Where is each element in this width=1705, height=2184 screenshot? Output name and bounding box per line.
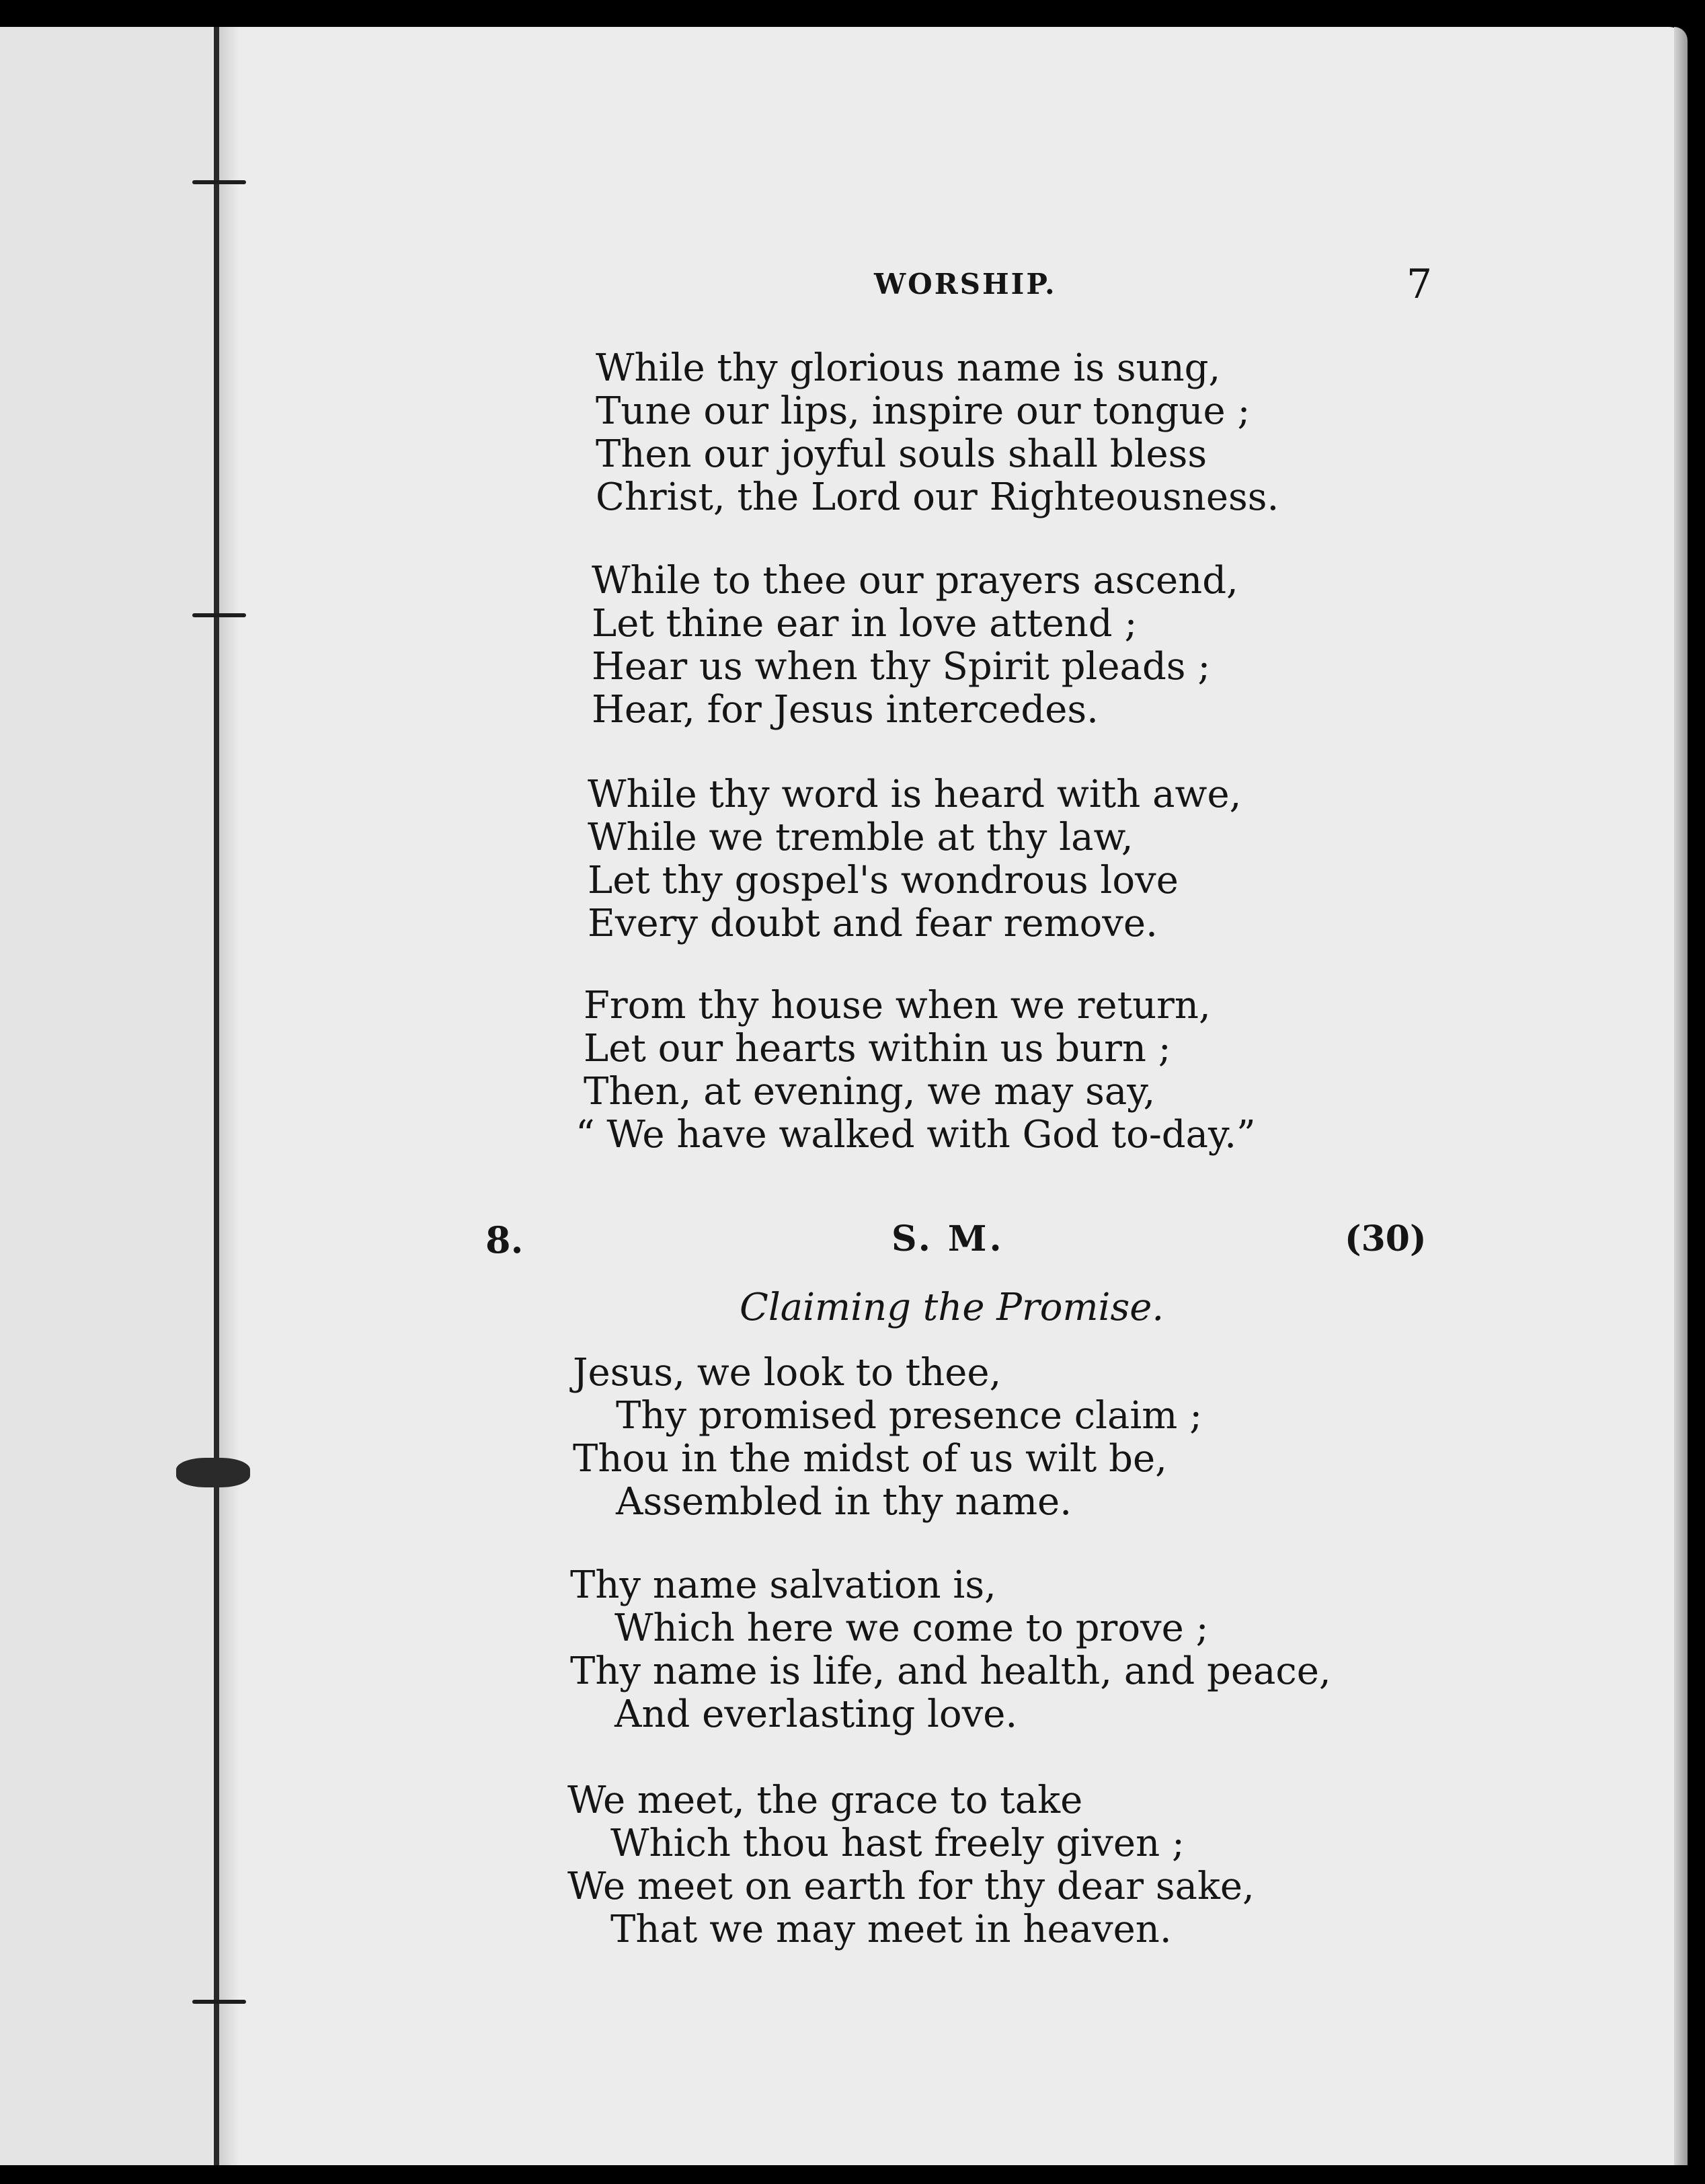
verse-line: Jesus, we look to thee, xyxy=(573,1351,1002,1395)
binding-stitch xyxy=(192,613,246,617)
page-edge xyxy=(1674,27,1688,2165)
verse-line: Let our hearts within us burn ; xyxy=(584,1027,1171,1070)
gutter-shadow xyxy=(219,27,239,2165)
facing-page-edge xyxy=(0,27,212,2165)
verse-line: Christ, the Lord our Righteousness. xyxy=(596,475,1279,519)
verse-line: Thy name is life, and health, and peace, xyxy=(570,1649,1331,1693)
verse-line: We meet, the grace to take xyxy=(567,1779,1083,1822)
hymn-title: Claiming the Promise. xyxy=(740,1286,1164,1329)
binding-stitch xyxy=(192,2000,246,2004)
verse-line: Hear, for Jesus intercedes. xyxy=(592,688,1099,732)
hymn-tune-reference: (30) xyxy=(1345,1218,1427,1259)
verse-line: Every doubt and fear remove. xyxy=(588,902,1158,945)
verse-line: While thy glorious name is sung, xyxy=(596,346,1221,390)
verse-line: Hear us when thy Spirit pleads ; xyxy=(592,645,1211,689)
verse-line: From thy house when we return, xyxy=(584,984,1211,1027)
verse-line-indented: Thy promised presence claim ; xyxy=(616,1394,1203,1438)
verse-line: “ We have walked with God to-day.” xyxy=(576,1113,1256,1157)
verse-line: Thou in the midst of us wilt be, xyxy=(573,1437,1167,1481)
hymn-number: 8. xyxy=(485,1218,524,1261)
verse-line: Then, at evening, we may say, xyxy=(584,1070,1156,1114)
verse-line: Let thy gospel's wondrous love xyxy=(588,859,1179,902)
verse-line: Tune our lips, inspire our tongue ; xyxy=(596,389,1251,433)
verse-line: While to thee our prayers ascend, xyxy=(592,559,1238,602)
running-head: WORSHIP. xyxy=(874,268,1057,301)
verse-line: We meet on earth for thy dear sake, xyxy=(567,1865,1255,1908)
verse-line: Then our joyful souls shall bless xyxy=(596,432,1207,476)
binding-line xyxy=(214,27,219,2165)
verse-line-indented: That we may meet in heaven. xyxy=(610,1908,1172,1951)
binding-stitch xyxy=(192,180,246,184)
binding-knot xyxy=(176,1458,250,1487)
verse-line: While we tremble at thy law, xyxy=(588,816,1134,859)
hymn-meter: S. M. xyxy=(891,1218,1004,1259)
verse-line-indented: Which here we come to prove ; xyxy=(614,1606,1209,1650)
verse-line: Let thine ear in love attend ; xyxy=(592,602,1138,646)
verse-line: While thy word is heard with awe, xyxy=(588,773,1242,816)
verse-line-indented: And everlasting love. xyxy=(614,1692,1018,1736)
verse-line: Thy name salvation is, xyxy=(570,1563,996,1607)
verse-line-indented: Which thou hast freely given ; xyxy=(610,1822,1185,1865)
page-number: 7 xyxy=(1406,261,1433,308)
verse-line-indented: Assembled in thy name. xyxy=(616,1480,1072,1524)
